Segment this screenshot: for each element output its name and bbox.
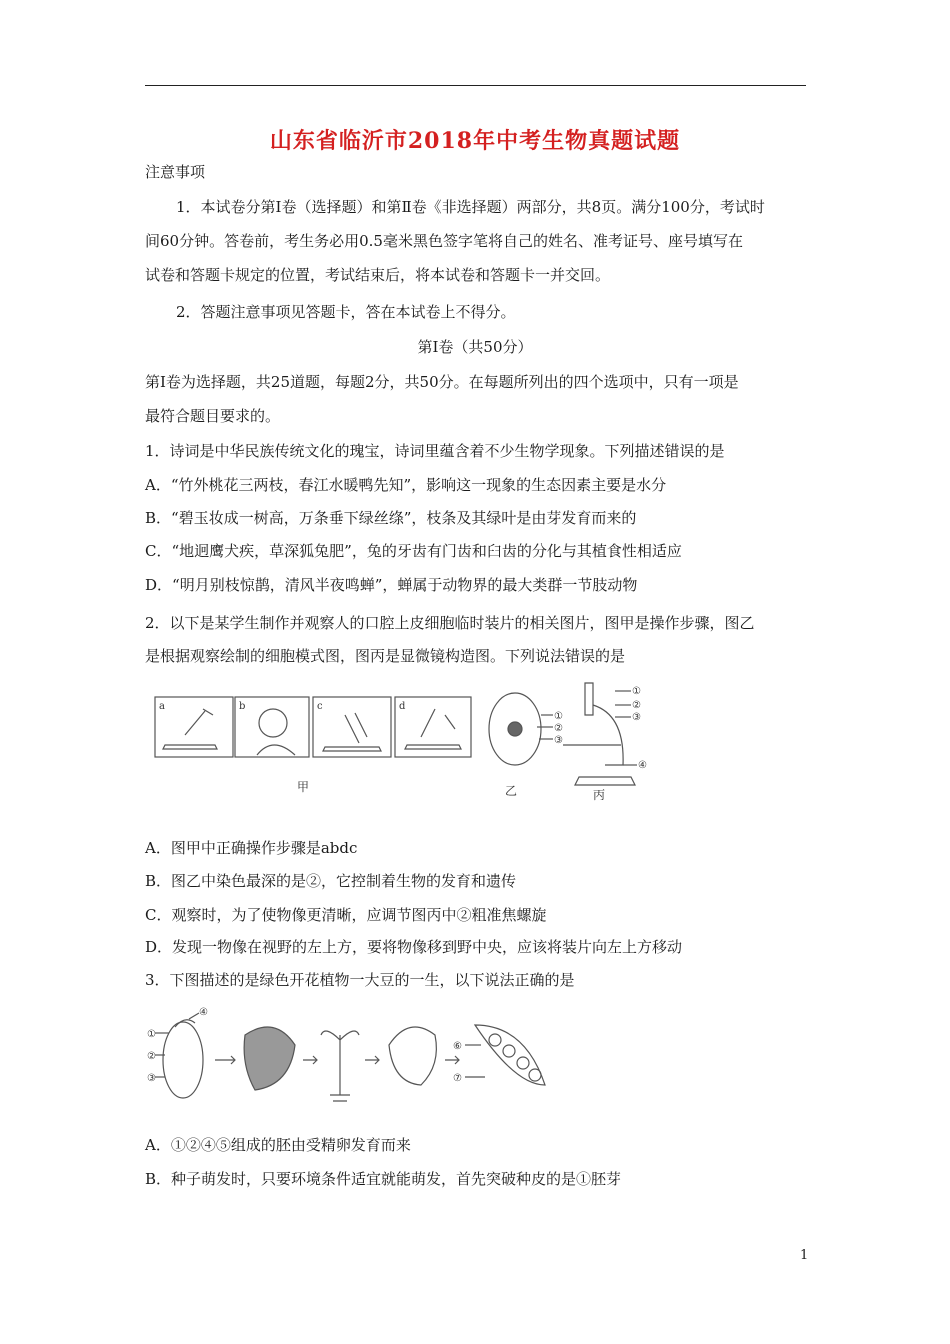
- section-title: 第Ⅰ卷（共50分）: [417, 338, 533, 356]
- arrow-icon: [215, 1056, 235, 1064]
- arrow-icon: [303, 1056, 317, 1064]
- section-intro: 最符合题目要求的。: [145, 407, 281, 425]
- head-shape: [259, 709, 287, 737]
- nucleus-shape: [508, 722, 522, 736]
- pod-part-label: ⑦: [453, 1073, 462, 1084]
- question-3-option-b: B．种子萌发时，只要环境条件适宜就能萌发，首先突破种皮的是①胚芽: [145, 1170, 622, 1188]
- q2-figure: [145, 675, 665, 805]
- dropper-shape: [421, 709, 455, 737]
- microscope-part-label: ②: [632, 700, 641, 711]
- step-label: a: [159, 701, 165, 712]
- page-number: 1: [800, 1248, 809, 1263]
- shoulder-shape: [257, 745, 295, 755]
- cell-part-label: ③: [554, 735, 563, 746]
- q3-figure: [145, 1005, 565, 1115]
- arrow-icon: [365, 1056, 379, 1064]
- step-label: c: [317, 701, 323, 712]
- slide-shape: [405, 745, 461, 749]
- cell-part-label: ①: [554, 711, 563, 722]
- question-1-option-a: A．“竹外桃花三两枝，春江水暖鸭先知”，影响这一现象的生态因素主要是水分: [145, 476, 667, 494]
- figure-caption-jia: 甲: [297, 780, 310, 794]
- step-a-panel: [155, 697, 233, 757]
- germinating-seed-shape: [244, 1027, 295, 1090]
- note-line: 1．本试卷分第Ⅰ卷（选择题）和第Ⅱ卷《非选择题）两部分，共8页。满分100分，考试时: [176, 198, 765, 216]
- pod-part-label: ⑥: [453, 1041, 462, 1052]
- question-2-stem: 2．以下是某学生制作并观察人的口腔上皮细胞临时装片的相关图片，图甲是操作步骤，图乙: [145, 614, 755, 632]
- section-intro: 第Ⅰ卷为选择题，共25道题，每题2分，共50分。在每题所列出的四个选项中，只有一项是: [145, 373, 739, 391]
- header-rule: [145, 85, 806, 86]
- tweezer-shape: [345, 713, 367, 743]
- note-line: 间60分钟。答卷前，考生务必用0.5毫米黑色签字笔将自己的姓名、准考证号、座号填写在: [145, 232, 743, 250]
- pod-shape: [475, 1025, 545, 1085]
- microscope-part-label: ③: [632, 712, 641, 723]
- microscope-part-label: ④: [638, 760, 647, 771]
- seed-part-label: ②: [147, 1051, 156, 1062]
- base-shape: [575, 777, 635, 785]
- question-1-stem: 1．诗词是中华民族传统文化的瑰宝，诗词里蕴含着不少生物学现象。下列描述错误的是: [145, 442, 725, 460]
- seed-part-label: ③: [147, 1073, 156, 1084]
- question-2-option-b: B．图乙中染色最深的是②，它控制着生物的发育和遗传: [145, 872, 517, 890]
- question-1-option-c: C．“地迥鹰犬疾，草深狐兔肥”，兔的牙齿有门齿和臼齿的分化与其植食性相适应: [145, 542, 682, 560]
- step-label: b: [239, 701, 246, 712]
- notes-heading: 注意事项: [145, 163, 206, 181]
- question-2-option-d: D．发现一物像在视野的左上方，要将物像移到野中央，应该将装片向左上方移动: [145, 938, 683, 956]
- microscope-part-label: ①: [632, 686, 641, 697]
- arrow-icon: [445, 1056, 459, 1064]
- question-1-option-d: D．“明月别枝惊鹊，清风半夜鸣蝉”，蝉属于动物界的最大类群一节肢动物: [145, 576, 638, 594]
- step-b-panel: [235, 697, 309, 757]
- seed-part-label: ④: [199, 1007, 208, 1018]
- dropper-shape: [185, 709, 213, 735]
- note-line: 试卷和答题卡规定的位置，考试结束后，将本试卷和答题卡一并交回。: [145, 266, 611, 284]
- note-line: 2．答题注意事项见答题卡，答在本试卷上不得分。: [176, 303, 516, 321]
- eyepiece-shape: [585, 683, 593, 715]
- question-3-option-a: A．①②④⑤组成的胚由受精卵发育而来: [145, 1136, 411, 1154]
- seedling-shape: [321, 1031, 359, 1095]
- question-2-stem: 是根据观察绘制的细胞模式图，图丙是显微镜构造图。下列说法错误的是: [145, 647, 626, 665]
- question-2-option-c: C．观察时，为了使物像更清晰，应调节图丙中②粗准焦螺旋: [145, 906, 547, 924]
- page-title: 山东省临沂市2018年中考生物真题试题: [269, 128, 681, 154]
- question-1-option-b: B．“碧玉妆成一树高，万条垂下绿丝绦”，枝条及其绿叶是由芽发育而来的: [145, 509, 637, 527]
- slide-shape: [323, 747, 381, 751]
- flower-shape: [389, 1027, 436, 1085]
- arm-shape: [593, 705, 623, 765]
- figure-caption-bing: 丙: [593, 788, 606, 802]
- step-d-panel: [395, 697, 471, 757]
- seed-part-label: ①: [147, 1029, 156, 1040]
- root-shape: [330, 1095, 350, 1101]
- slide-shape: [163, 745, 217, 749]
- figure-caption-yi: 乙: [505, 784, 518, 798]
- step-label: d: [399, 701, 406, 712]
- cell-part-label: ②: [554, 723, 563, 734]
- question-2-option-a: A．图甲中正确操作步骤是abdc: [145, 839, 358, 857]
- question-3-stem: 3．下图描述的是绿色开花植物一大豆的一生，以下说法正确的是: [145, 971, 575, 989]
